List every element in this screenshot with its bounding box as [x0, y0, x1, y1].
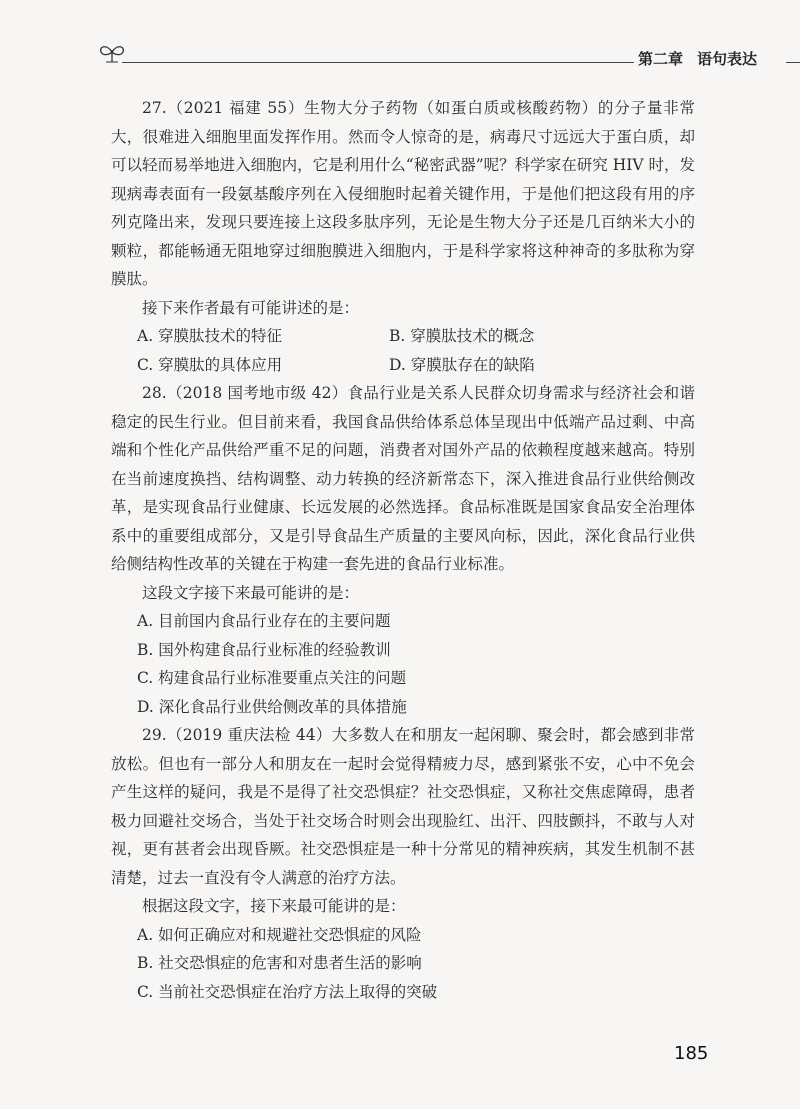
option-d: D. 穿膜肽存在的缺陷 [389, 355, 535, 374]
sprout-logo-icon [98, 42, 126, 64]
question-27-prompt: 接下来作者最有可能讲述的是： [142, 298, 360, 317]
question-27-options-row-1 [111, 322, 695, 351]
question-29-passage: 29.（2019 重庆法检 44）大多数人在和朋友一起闲聊、聚会时，都会感到非常放松。但也有一部分人和朋友在一起时会觉得精疲力尽，感到紧张不安，心中不免会产生这样的疑问，我是不是得了社交恐惧症？社交恐惧症，又称社交焦虑障碍，患者极力回避社交场合，当处于社交场合时则会出现脸红、出汗、四肢颤抖，不敢与人对视，更有甚者会出现昏厥。社交恐惧症是一种十分常见的精神疾病，其发生机制不甚清楚，过去一直没有令人满意的治疗方法。 [111, 726, 695, 887]
page-body [111, 94, 695, 1006]
option-c: C. 穿膜肽的具体应用 [137, 355, 283, 374]
option-c: C. 构建食品行业标准要重点关注的问题 [137, 669, 407, 687]
header-rule-left [122, 62, 634, 63]
option-b: B. 社交恐惧症的危害和对患者生活的影响 [137, 954, 422, 972]
option-a: A. 如何正确应对和规避社交恐惧症的风险 [137, 925, 422, 944]
question-28-passage: 28.（2018 国考地市级 42）食品行业是关系人民群众切身需求与经济社会和谐稳定的民生行业。但目前来看，我国食品供给体系总体呈现出中低端产品过剩、中高端和个性化产品供给严重不足的问题，消费者对国外产品的依赖程度越来越高。特别在当前速度换挡、结构调整、动力转换的经济新常态下，深入推进食品行业供给侧改革，是实现食品行业健康、长远发展的必然选择。食品标准既是国家食品安全治理体系中的重要组成部分，又是引导食品生产质量的主要风向标，因此，深化食品行业供给侧结构性改革的关键在于构建一套先进的食品行业标准。 [111, 384, 695, 573]
option-b: B. 穿膜肽技术的概念 [389, 327, 535, 345]
chapter-title [638, 48, 757, 69]
header-rule-right [786, 62, 800, 63]
option-b: B. 国外构建食品行业标准的经验教训 [137, 640, 391, 659]
option-a: A. 穿膜肽技术的特征 [137, 327, 283, 345]
page-number: 185 [674, 1043, 709, 1064]
chapter-number: 第二章 [638, 50, 684, 68]
question-27-passage: 27.（2021 福建 55）生物大分子药物（如蛋白质或核酸药物）的分子量非常大，很难进入细胞里面发挥作用。然而令人惊奇的是，病毒尺寸远远大于蛋白质，却可以轻而易举地进入细胞内，它是利用什么“秘密武器”呢？科学家在研究 HIV 时，发现病毒表面有一段氨基酸序列在入侵细胞时起着关键作用，于是他们把这段有用的序列克隆出来，发现只要连接上这段多肽序列，无论是生物大分子还是几百纳米大小的颗粒，都能畅通无阻地穿过细胞膜进入细胞内，于是科学家将这种神奇的多肽称为穿膜肽。 [111, 99, 695, 288]
option-c: C. 当前社交恐惧症在治疗方法上取得的突破 [137, 982, 438, 1001]
question-29-prompt: 根据这段文字，接下来最可能讲的是： [142, 897, 406, 915]
option-d: D. 深化食品行业供给侧改革的具体措施 [137, 697, 407, 716]
running-header [98, 42, 758, 72]
question-28-prompt: 这段文字接下来最可能讲的是： [142, 583, 360, 602]
option-a: A. 目前国内食品行业存在的主要问题 [137, 612, 391, 630]
question-27-options-row-2 [111, 351, 695, 380]
section-title: 语句表达 [697, 50, 758, 68]
